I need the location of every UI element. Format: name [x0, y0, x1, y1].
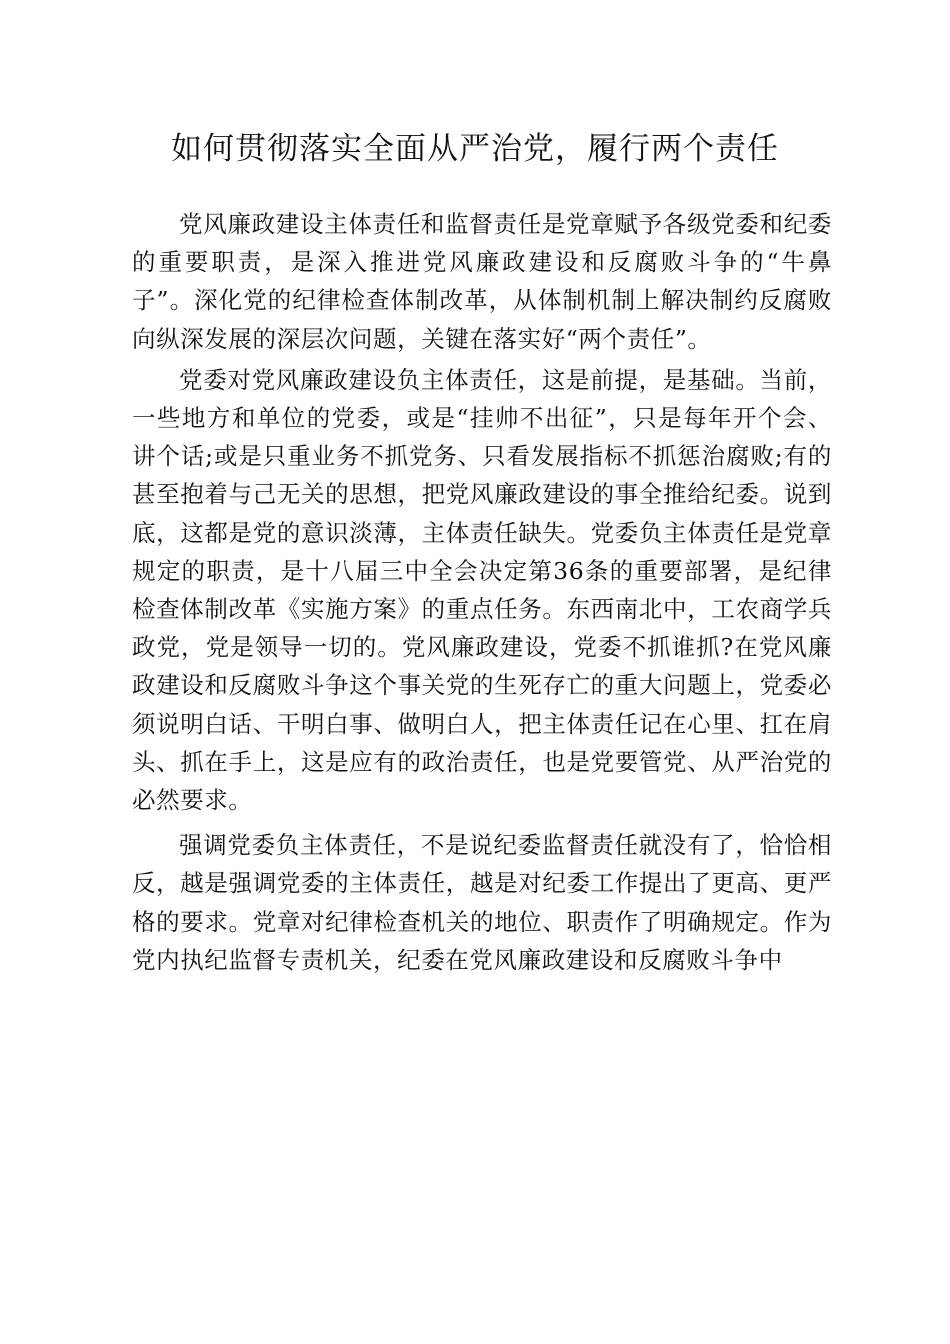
document-body [132, 205, 832, 979]
document-title: 如何贯彻落实全面从严治党，履行两个责任 [171, 131, 779, 167]
paragraph-3: 强调党委负主体责任，不是说纪委监督责任就没有了，恰恰相反，越是强调党委的主体责任，越是对纪委工作提出了更高、更严格的要求。党章对纪律检查机关的地位、职责作了明确规定。作为党内执纪监督专责机关，纪委在党风廉政建设和反腐败斗争中 [132, 831, 832, 974]
paragraph-2: 党委对党风廉政建设负主体责任，这是前提，是基础。当前，一些地方和单位的党委，或是“挂帅不出征”，只是每年开个会、讲个话;或是只重业务不抓党务、只看发展指标不抓惩治腐败;有的甚至抱着与己无关的思想，把党风廉政建设的事全推给纪委。说到底，这都是党的意识淡薄，主体责任缺失。党委负主体责任是党章规定的职责，是十八届三中全会决定第36条的重要部署，是纪律检查体制改革《实施方案》的重点任务。东西南北中，工农商学兵政党，党是领导一切的。党风廉政建设，党委不抓谁抓?在党风廉政建设和反腐败斗争这个事关党的生死存亡的重大问题上，党委必须说明白话、干明白事、做明白人，把主体责任记在心里、扛在肩头、抓在手上，这是应有的政治责任，也是党要管党、从严治党的必然要求。 [132, 365, 832, 815]
paragraph-1: 党风廉政建设主体责任和监督责任是党章赋予各级党委和纪委的重要职责，是深入推进党风廉政建设和反腐败斗争的“牛鼻子”。深化党的纪律检查体制改革，从体制机制上解决制约反腐败向纵深发展的深层次问题，关键在落实好“两个责任”。 [132, 210, 832, 353]
